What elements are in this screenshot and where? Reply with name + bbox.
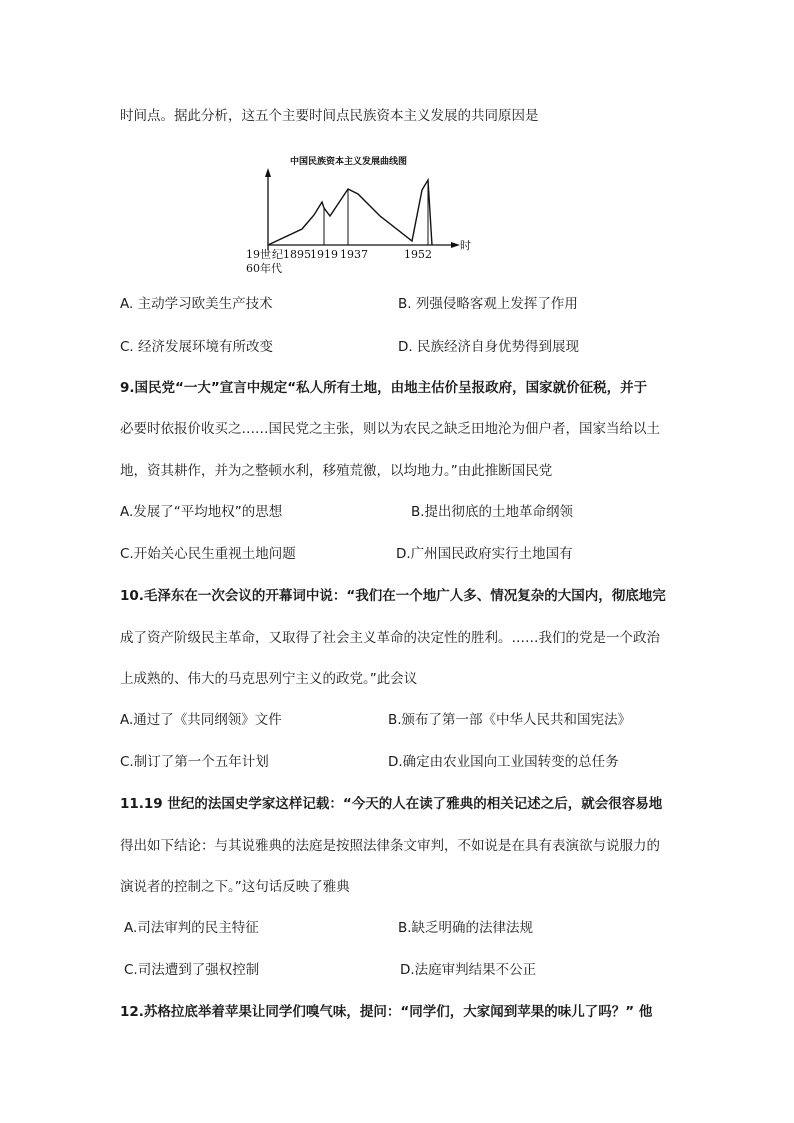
q8-option-a: A. 主动学习欧美生产技术: [120, 296, 273, 312]
development-chart: [244, 150, 474, 276]
q10-option-d: D.确定由农业国向工业国转变的总任务: [388, 754, 619, 770]
y-axis-arrow: [265, 168, 271, 177]
q11-option-c: C.司法遭到了强权控制: [124, 962, 260, 978]
x-tick-label: 19世: [246, 248, 271, 261]
x-axis-label: 时: [460, 239, 471, 252]
q9-option-c: C.开始关心民生重视土地问题: [120, 546, 296, 562]
q9-option-a: A.发展了“平均地权”的思想: [120, 504, 283, 520]
q9-stem-line-2: 必要时依报价收买之……国民党之主张，则以为农民之缺乏田地沦为佃户者，国家当给以土: [120, 421, 660, 437]
chart-title: 中国民族资本主义发展曲线图: [290, 157, 408, 167]
q9-option-b: B.提出彻底的土地革命纲领: [411, 504, 574, 520]
q11-option-d: D.法庭审判结果不公正: [400, 962, 537, 978]
q10-option-b: B.颁布了第一部《中华人民共和国宪法》: [388, 712, 632, 728]
q10-stem-line-1: 10.毛泽东在一次会议的开幕词中说：“我们在一个地广人多、情况复杂的大国内，彻底地完: [120, 588, 666, 604]
x-tick-label: 1937: [340, 248, 368, 261]
q12-stem-line-1: 12.苏格拉底举着苹果让同学们嗅气味，提问：“同学们，大家闻到苹果的味儿了吗？” 他: [120, 1004, 653, 1020]
q9-stem-line-1: 9.国民党“一大”宣言中规定“私人所有土地，由地主估价呈报政府，国家就价征税，并于: [120, 380, 648, 396]
intro-line: 时间点。据此分析，这五个主要时间点民族资本主义发展的共同原因是: [120, 108, 539, 124]
q9-option-d: D.广州国民政府实行土地国有: [396, 546, 573, 562]
q10-option-c: C.制订了第一个五年计划: [120, 754, 269, 770]
q10-option-a: A.通过了《共同纲领》文件: [120, 712, 282, 728]
x-tick-sublabel: 60年代: [246, 262, 282, 275]
q9-stem-line-3: 地，资其耕作，并为之整顿水利，移殖荒徼，以均地力。”由此推断国民党: [120, 463, 553, 479]
q11-option-b: B.缺乏明确的法律法规: [398, 920, 534, 936]
q8-option-c: C. 经济发展环境有所改变: [120, 339, 274, 355]
q8-option-b: B. 列强侵略客观上发挥了作用: [398, 296, 578, 312]
q10-stem-line-3: 上成熟的、伟大的马克思列宁主义的政党。”此会议: [120, 671, 418, 687]
q8-option-d: D. 民族经济自身优势得到展现: [398, 339, 579, 355]
x-tick-label: 1919: [310, 248, 338, 261]
q11-stem-line-3: 演说者的控制之下。”这句话反映了雅典: [120, 879, 350, 895]
q11-stem-line-2: 得出如下结论：与其说雅典的法庭是按照法律条文审判，不如说是在具有表演欲与说服力的: [120, 838, 660, 854]
x-tick-label: 纪1895: [272, 248, 311, 261]
q11-stem-line-1: 11.19 世纪的法国史学家这样记载：“今天的人在读了雅典的相关记述之后，就会很容易地: [120, 796, 663, 812]
q10-stem-line-2: 成了资产阶级民主革命，又取得了社会主义革命的决定性的胜利。……我们的党是一个政治: [120, 630, 660, 646]
x-axis-arrow: [451, 242, 460, 248]
q11-option-a: A.司法审判的民主特征: [124, 920, 259, 936]
x-tick-label: 1952: [404, 248, 432, 261]
development-curve: [268, 180, 432, 245]
